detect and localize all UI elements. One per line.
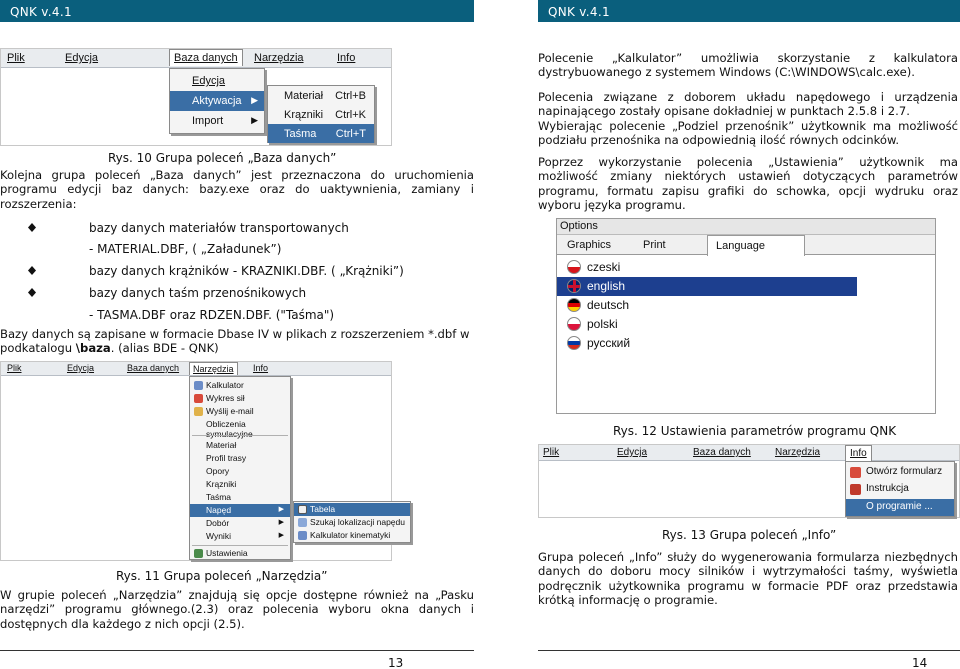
menu-edycja[interactable]: Edycja xyxy=(617,447,648,458)
menu-item-krazniki[interactable]: Krązniki xyxy=(206,479,237,489)
menu-item-ustawienia[interactable]: Ustawienia xyxy=(190,547,290,560)
czech-flag-icon xyxy=(567,260,581,274)
menu-plik[interactable]: Plik xyxy=(543,447,560,458)
options-body-fill xyxy=(557,356,935,413)
uk-flag-icon xyxy=(567,279,581,293)
bullet-icon xyxy=(28,266,36,275)
language-list[interactable] xyxy=(557,256,857,356)
menu-narzedzia[interactable]: Narzędzia xyxy=(775,447,821,458)
language-item-deutsch[interactable]: deutsch xyxy=(557,296,857,315)
naped-submenu xyxy=(293,501,411,543)
polish-flag-icon xyxy=(567,317,581,331)
menu-screenshot-baza-danych xyxy=(0,48,392,146)
menu-item-otworz-formularz[interactable]: Otwórz formularz xyxy=(846,464,954,481)
menu-edycja[interactable]: Edycja xyxy=(65,52,99,64)
menu-plik[interactable]: Plik xyxy=(7,363,22,373)
language-item-czeski[interactable]: czeski xyxy=(557,258,857,277)
page-footer-rule-right xyxy=(538,650,960,651)
menu-item-wyslij-email[interactable]: Wyślij e-mail xyxy=(190,405,290,418)
form-icon xyxy=(850,467,861,478)
submenu-item-krazniki[interactable]: Krązniki Ctrl+K xyxy=(284,109,366,121)
paragraph-kalkulator: Polecenie „Kalkulator” umożliwia skorzystanie z kalkulatora dystrybuowanego z systemem Windows (C:\WINDOWS\calc.exe). xyxy=(538,51,958,80)
submenu-item-tabela[interactable]: Tabela xyxy=(294,503,410,516)
menu-item-wyniki[interactable]: Wyniki ▶ xyxy=(206,531,284,541)
menu-item-o-programie[interactable]: O programie ... xyxy=(846,499,954,516)
german-flag-icon xyxy=(567,298,581,312)
menu-baza-danych[interactable]: Baza danych xyxy=(127,363,180,373)
submenu-arrow-icon: ▶ xyxy=(251,95,258,105)
menu-item-naped[interactable]: Napęd ▶ xyxy=(190,504,290,517)
bullet-icon xyxy=(28,223,36,232)
paragraph-narzedzia: W grupie poleceń „Narzędzia” znajdują się opcje dostępne również na „Pasku narzędzi” programu głównego.(2.3) oraz polecenia wyboru okna danych i dostępnych dla każdego z nich opcji (2.5). xyxy=(0,588,474,631)
paragraph-ustawienia: Poprzez wykorzystanie polecenia „Ustawienia” użytkownik ma możliwość zmiany niektórych ustawień dotyczących parametrów programu, formatu zapisu grafiki do schowka, opcji wydruku oraz wyboru języka programu. xyxy=(538,155,958,213)
options-title: Options xyxy=(560,220,598,232)
paragraph-baza-danych: Kolejna grupa poleceń „Baza danych” jest przeznaczona do uruchomienia programu edycji baz danych: bazy.exe oraz do uaktywnienia, zamiany i rozszerzenia: xyxy=(0,168,474,211)
submenu-arrow-icon: ▶ xyxy=(251,115,258,125)
paragraph-naped: Polecenia związane z doborem układu napędowego i urządzenia napinającego zostały opisane dokładniej w punktach 2.5.8 i 2.7. xyxy=(538,90,958,119)
figure-caption-10: Rys. 10 Grupa poleceń „Baza danych” xyxy=(108,151,337,165)
menu-info[interactable]: Info xyxy=(337,52,356,64)
paragraph-info: Grupa poleceń „Info” służy do wygenerowania formularza niezbędnych danych do doboru mocy silników i wytrzymałości taśmy, wyświetla podręcznik użytkownika programu w formacie PDF oraz przedstawia krótką informację o programie. xyxy=(538,550,958,608)
language-item-english[interactable]: english xyxy=(557,277,857,296)
russian-flag-icon xyxy=(567,336,581,350)
narzedzia-dropdown xyxy=(189,376,291,560)
menu-item-edycja[interactable]: Edycja xyxy=(192,75,226,87)
language-item-polski[interactable]: polski xyxy=(557,315,857,334)
submenu-arrow-icon: ▶ xyxy=(278,519,284,526)
header-title-left: QNK v.4.1 xyxy=(10,5,72,19)
options-tabstrip xyxy=(557,235,935,255)
baza-danych-dropdown xyxy=(169,68,265,134)
header-bar-left xyxy=(0,0,474,22)
menu-item-dobor[interactable]: Dobór ▶ xyxy=(206,518,284,528)
options-window xyxy=(556,218,936,414)
paragraph-format: Bazy danych są zapisane w formacie Dbase IV w plikach z rozszerzeniem *.dbf w podkatalogu \baza. (alias BDE - QNK) xyxy=(0,327,470,356)
menu-item-kalkulator[interactable]: Kalkulator xyxy=(190,379,290,392)
menu-plik[interactable]: Plik xyxy=(7,52,25,64)
tab-print[interactable]: Print xyxy=(643,239,666,251)
options-titlebar xyxy=(557,219,935,235)
header-title-right: QNK v.4.1 xyxy=(548,5,610,19)
chart-icon xyxy=(194,394,203,403)
paragraph-podziel: Wybierając polecenie „Podziel przenośnik” użytkownik ma możliwość podziału przenośnika na odpowiednią ilość równych odcinków. xyxy=(538,119,958,148)
submenu-item-szukaj[interactable]: Szukaj lokalizacji napędu xyxy=(294,516,410,529)
menu-item-opory[interactable]: Opory xyxy=(206,466,230,476)
list-item-continuation: - TASMA.DBF oraz RDZEN.DBF. ("Taśma") xyxy=(89,308,335,322)
figure-caption-11: Rys. 11 Grupa poleceń „Narzędzia” xyxy=(116,569,328,583)
aktywacja-submenu xyxy=(267,85,375,143)
menu-item-aktywacja[interactable]: Aktywacja ▶ xyxy=(170,91,264,111)
menu-baza-danych[interactable]: Baza danych xyxy=(169,49,243,66)
header-bar-right xyxy=(538,0,960,22)
menu-item-profil-trasy[interactable]: Profil trasy xyxy=(206,453,247,463)
menu-edycja[interactable]: Edycja xyxy=(67,363,95,373)
submenu-item-kalkulator-kinematyki[interactable]: Kalkulator kinematyki xyxy=(294,529,410,542)
language-item-russian[interactable]: русский xyxy=(557,334,857,353)
menu-separator xyxy=(192,435,288,436)
menu-narzedzia[interactable]: Narzędzia xyxy=(254,52,304,64)
menu-separator xyxy=(192,545,288,546)
menubar xyxy=(539,445,959,461)
list-item-continuation: - MATERIAL.DBF, ( „Załadunek”) xyxy=(89,242,282,256)
menubar xyxy=(1,362,391,376)
menu-item-wykres-sil[interactable]: Wykres sił xyxy=(190,392,290,405)
submenu-item-material[interactable]: Materiał Ctrl+B xyxy=(284,90,366,102)
menu-info[interactable]: Info xyxy=(845,445,872,461)
figure-caption-13: Rys. 13 Grupa poleceń „Info” xyxy=(662,528,837,542)
calculator-icon xyxy=(298,531,307,540)
settings-icon xyxy=(194,549,203,558)
bullet-icon xyxy=(28,288,36,297)
mail-icon xyxy=(194,407,203,416)
menu-item-instrukcja[interactable]: Instrukcja xyxy=(846,481,954,498)
menu-screenshot-info xyxy=(538,444,960,518)
menu-screenshot-narzedzia xyxy=(0,361,405,561)
tab-graphics[interactable]: Graphics xyxy=(567,239,612,251)
page-number-right: 14 xyxy=(912,656,928,669)
menu-baza-danych[interactable]: Baza danych xyxy=(693,447,751,458)
submenu-arrow-icon: ▶ xyxy=(278,506,284,513)
tab-language[interactable]: Language xyxy=(707,235,805,256)
table-icon xyxy=(298,505,307,514)
menu-item-material[interactable]: Materiał xyxy=(206,440,237,450)
menu-info[interactable]: Info xyxy=(253,363,269,373)
page-number-left: 13 xyxy=(388,656,404,669)
submenu-arrow-icon: ▶ xyxy=(278,532,284,539)
menu-narzedzia[interactable]: Narzędzia xyxy=(189,362,238,375)
menu-item-import[interactable]: Import ▶ xyxy=(192,115,258,127)
calculator-icon xyxy=(194,381,203,390)
menu-item-tasma[interactable]: Taśma xyxy=(206,492,232,502)
info-dropdown xyxy=(845,461,955,517)
page-footer-rule-left xyxy=(0,650,474,651)
menubar xyxy=(1,49,391,68)
menu-item-obliczenia[interactable]: Obliczenia symulacyjne xyxy=(206,419,253,439)
figure-caption-12: Rys. 12 Ustawienia parametrów programu QNK xyxy=(613,424,897,438)
search-icon xyxy=(298,518,307,527)
pdf-icon xyxy=(850,484,861,495)
submenu-item-tasma[interactable]: Taśma Ctrl+T xyxy=(268,124,374,143)
